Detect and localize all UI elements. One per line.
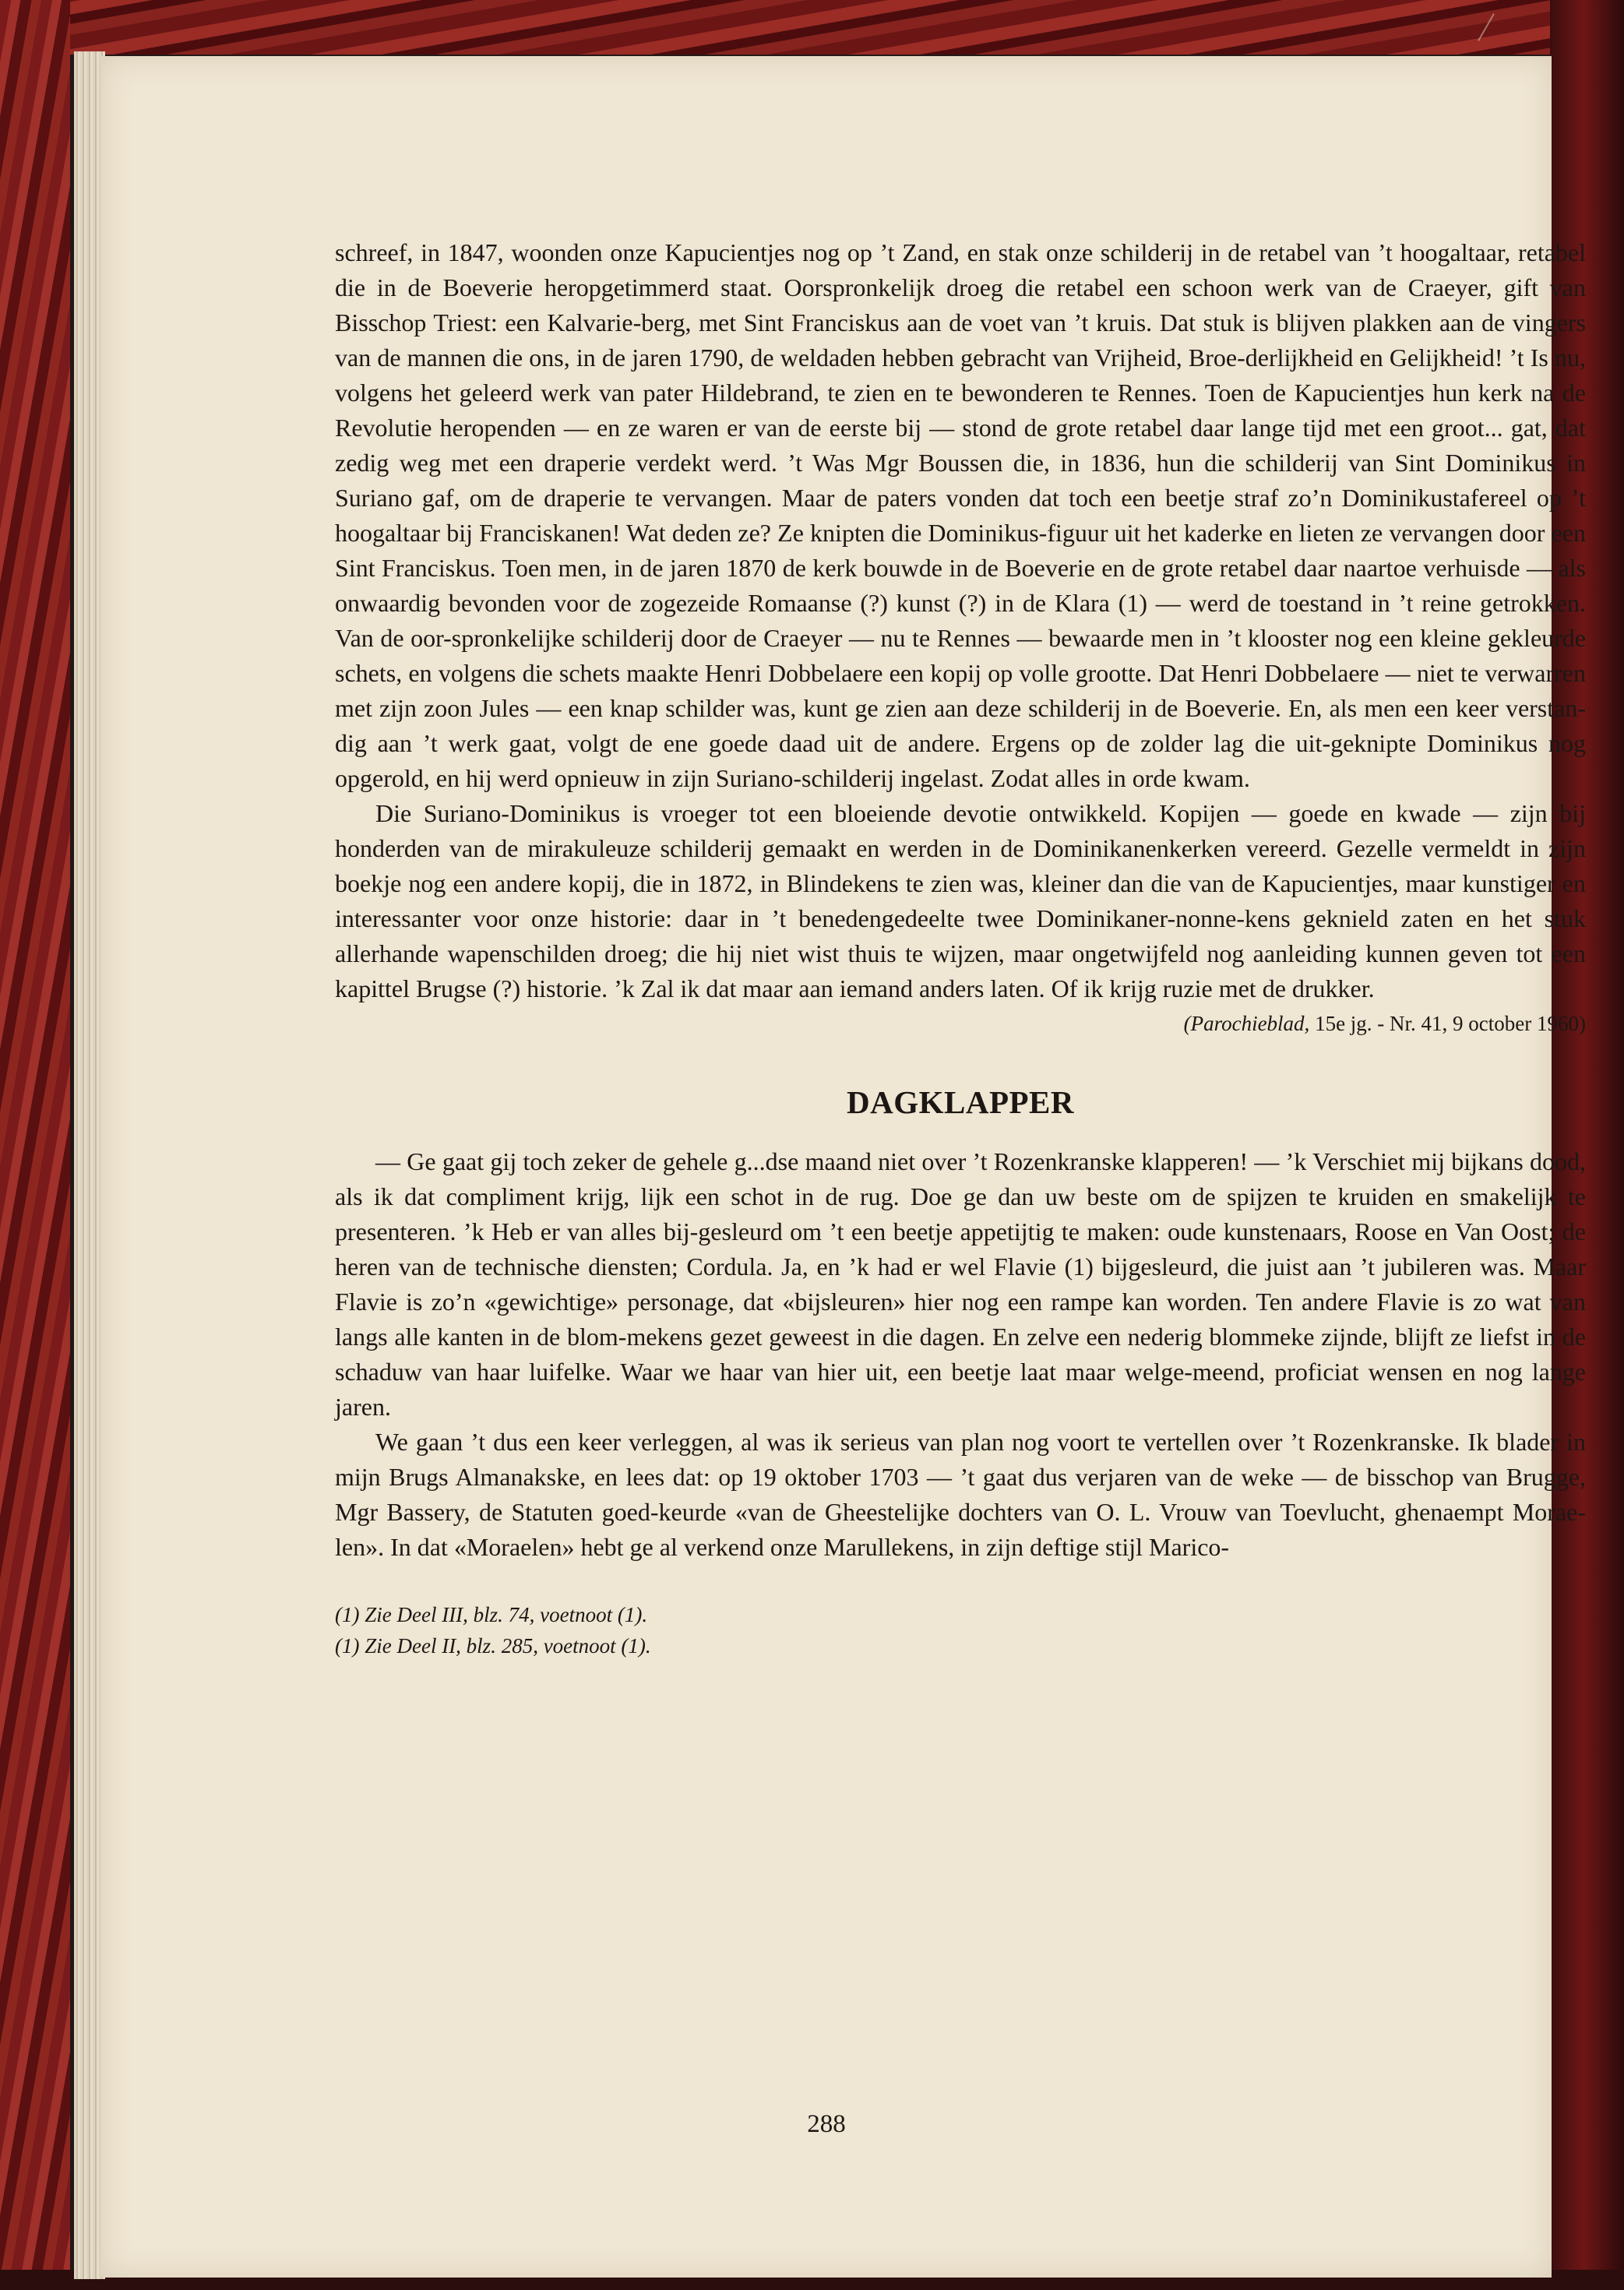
book-page [101,56,1586,2278]
footnote-2: (1) Zie Deel II, blz. 285, voetnoot (1). [335,1634,651,1658]
page-number: 288 [807,2110,846,2138]
book-cover-top-edge [0,0,1624,55]
page-stack [74,51,105,2279]
article-paragraph-1: schreef, in 1847, woonden onze Kapucientjes nog op ’t Zand, en stak onze schilderij in de retabel van ’t hoogaltaar, retabel die in de Boeverie heropgetimmerd staat. Oorspronkelijk droeg die retabel een schoon werk van de Craeyer, gift van Bisschop Triest: een Kalvarie-berg, met Sint Franciskus aan de voet van ’t kruis. Dat stuk is blijven plakken aan de vingers van de mannen die ons, in de jaren 1790, de weldaden hebben gebracht van Vrijheid, Broe-derlijkheid en Gelijkheid! ’t Is nu, volgens het geleerd werk van pater Hildebrand, te zien en te bewonderen te Rennes. Toen de Kapucientjes hun kerk na de Revolutie heropenden — en ze waren er van de eerste bij — stond de grote retabel daar lange tijd met een groot... gat, dat zedig weg met een draperie verdekt werd. ’t Was Mgr Boussen die, in 1836, hun die schilderij van Sint Dominikus in Suriano gaf, om de draperie te vervangen. Maar de paters vonden dat toch een beetje straf zo’n Dominikustafereel op ’t hoogaltaar bij Franciskanen! Wat deden ze? Ze knipten die Dominikus-figuur uit het kaderke en lieten ze vervangen door een Sint Franciskus. Toen men, in de jaren 1870 de kerk bouwde in de Boeverie en de grote retabel daar naartoe verhuisde — als onwaardig bevonden voor de zogezeide Romaanse (?) kunst (?) in de Klara (1) — werd de toestand in ’t reine getrokken. Van de oor-spronkelijke schilderij door de Craeyer — nu te Rennes — bewaarde men in ’t klooster nog een kleine gekleurde schets, en volgens die schets maakte Henri Dobbelaere een kopij op volle grootte. Dat Henri Dobbelaere — niet te verwarren met zijn zoon Jules — een knap schilder was, kunt ge zien aan deze schilderij in de Boeverie. En, als men een keer verstan-dig aan ’t werk gaat, volgt de ene goede daad uit de andere. Ergens op de zolder lag die uit-geknipte Dominikus nog opgerold, en hij werd opnieuw in zijn Suriano-schilderij ingelast. Zodat alles in orde kwam. [335,238,1586,792]
source-title: (Parochieblad, [1183,1012,1310,1035]
footnote-1: (1) Zie Deel III, blz. 74, voetnoot (1). [335,1603,648,1626]
article-paragraph-2: Die Suriano-Dominikus is vroeger tot een bloeiende devotie ontwikkeld. Kopijen — goede en kwade — zijn bij honderden van de mirakuleuze schilderij gemaakt en werden in de Dominikanenkerken vereerd. Gezelle vermeldt in zijn boekje nog een andere kopij, die in 1872, in Blindekens te zien was, kleiner dan die van de Kapucientjes, maar kunstiger en interessanter voor onze historie: daar in ’t benedengedeelte twee Dominikaner-nonne-kens geknield zaten en het stuk allerhande wapenschilden droeg; die hij niet wist thuis te wijzen, maar ongetwijfeld nog aanleiding kunnen geven tot een kapittel Brugse (?) historie. ’k Zal ik dat maar aan iemand anders laten. Of ik krijg ruzie met de drukker. [335,799,1586,1002]
section-paragraph-2: We gaan ’t dus een keer verleggen, al was ik serieus van plan nog voort te vertellen over ’t Rozenkranske. Ik blader in mijn Brugs Almanakske, en lees dat: op 19 oktober 1703 — ’t gaat dus verjaren van de weke — de bisschop van Brugge, Mgr Bassery, de Statuten goed-keurde «van de Gheestelijke dochters van O. L. Vrouw van Toevlucht, ghenaempt Morae-len». In dat «Moraelen» hebt ge al verkend onze Marullekens, in zijn deftige stijl Marico- [335,1428,1586,1561]
source-details: 15e jg. - Nr. 41, 9 october 1960) [1309,1012,1586,1035]
book-cover-left-edge [0,0,70,2290]
section-paragraph-1: — Ge gaat gij toch zeker de gehele g...dse maand niet over ’t Rozenkranske klapperen! — ’k Verschiet mij bijkans dood, als ik dat compliment krijg, lijk een schot in de rug. Doe ge dan uw beste om de spijzen te kruiden en smakelijk te presenteren. ’k Heb er van alles bij-gesleurd om ’t een beetje appetijtig te maken: oude kunstenaars, Roose en Van Oost; de heren van de technische diensten; Cordula. Ja, en ’k had er wel Flavie (1) bijgesleurd, die juist aan ’t jubileren was. Maar Flavie is zo’n «gewichtige» personage, dat «bijsleuren» hier nog een rampe kan worden. Ten andere Flavie is zo wat van langs alle kanten in de blom-mekens gezet geweest in die dagen. En zelve een nederig blommeke zijnde, blijft ze liefst in de schaduw van haar luifelke. Waar we haar van hier uit, een beetje laat maar welge-meend, proficiat wensen en nog lange jaren. [335,1147,1586,1421]
source-citation [335,1006,1586,1041]
section-heading: DAGKLAPPER [847,1084,1074,1120]
footnotes [335,1599,1586,1661]
page-content [335,235,1586,1661]
